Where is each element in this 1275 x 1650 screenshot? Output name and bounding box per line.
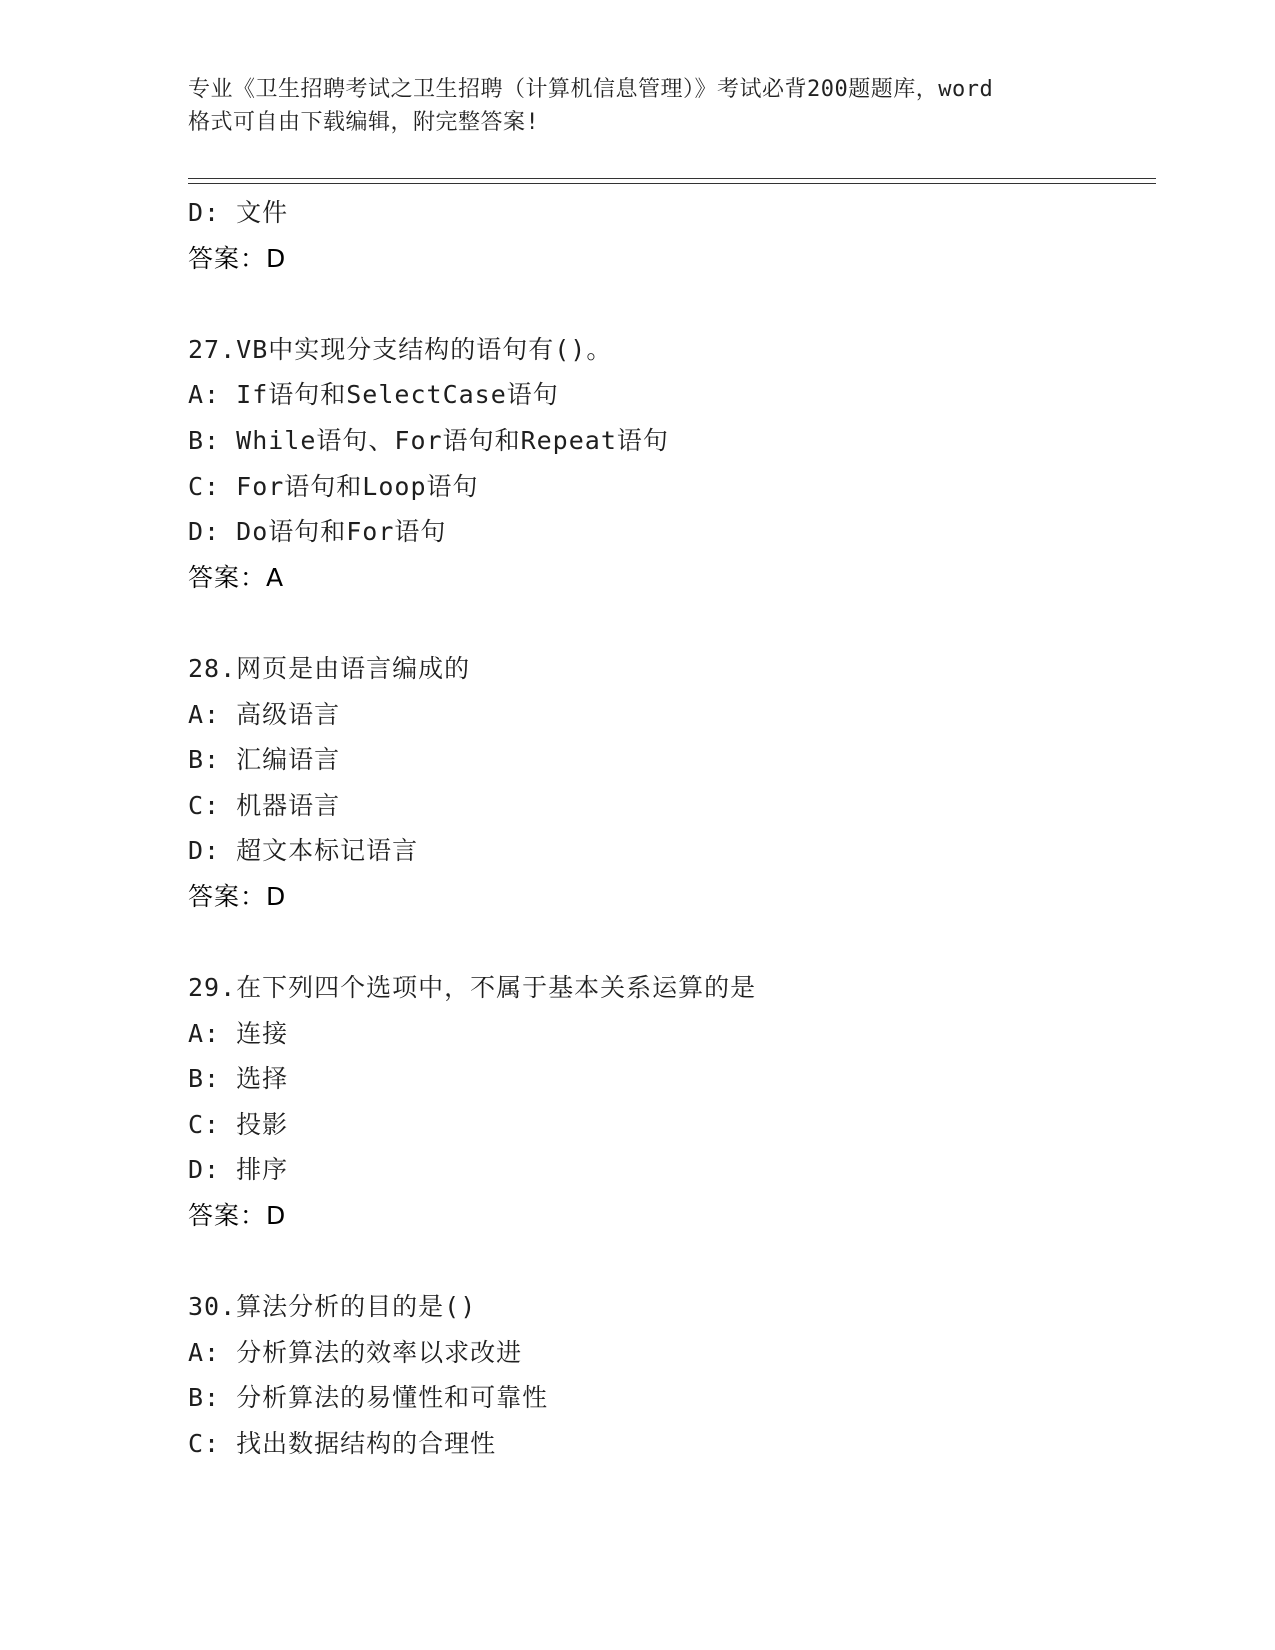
question-stem: 30.算法分析的目的是() (188, 1292, 477, 1322)
question-stem: 29.在下列四个选项中，不属于基本关系运算的是 (188, 973, 757, 1003)
option-c: C: 投影 (188, 1109, 289, 1139)
answer-line: 答案：D (188, 1201, 287, 1231)
option-a: A: 连接 (188, 1018, 289, 1048)
answer-line: 答案：D (188, 243, 287, 273)
question-stem: 28.网页是由语言编成的 (188, 653, 471, 683)
option-c: C: 机器语言 (188, 790, 341, 820)
spacer (188, 281, 1148, 327)
option-c: C: For语句和Loop语句 (188, 471, 479, 501)
spacer (188, 1239, 1148, 1285)
option-b: B: 汇编语言 (188, 745, 341, 775)
option-d: D: 排序 (188, 1155, 289, 1185)
option-a: A: 高级语言 (188, 699, 341, 729)
option-b: B: 选择 (188, 1064, 289, 1094)
question-27 (188, 327, 1148, 601)
question-stem: 27.VB中实现分支结构的语句有()。 (188, 334, 613, 364)
answer-line: 答案：D (188, 881, 287, 911)
spacer (188, 600, 1148, 646)
question-30 (188, 1284, 1148, 1466)
option-a: A: 分析算法的效率以求改进 (188, 1337, 523, 1367)
spacer (188, 920, 1148, 966)
option-d: D: 超文本标记语言 (188, 836, 419, 866)
header-line-2: 格式可自由下载编辑，附完整答案! (188, 110, 540, 135)
header-line-1: 专业《卫生招聘考试之卫生招聘（计算机信息管理）》考试必背200题题库，word (188, 77, 994, 102)
previous-question-tail (188, 190, 1148, 281)
option-b: B: 分析算法的易懂性和可靠性 (188, 1383, 549, 1413)
option-d: D: Do语句和For语句 (188, 517, 447, 547)
option-c: C: 找出数据结构的合理性 (188, 1429, 497, 1459)
question-list (188, 190, 1148, 1467)
option-b: B: While语句、For语句和Repeat语句 (188, 425, 669, 455)
header-divider-bottom (188, 183, 1156, 184)
document-header (188, 73, 1108, 139)
question-28 (188, 646, 1148, 920)
option-d: D: 文件 (188, 198, 289, 227)
header-divider-top (188, 178, 1156, 179)
option-a: A: If语句和SelectCase语句 (188, 380, 559, 410)
answer-line: 答案：A (188, 562, 285, 592)
question-29 (188, 965, 1148, 1239)
